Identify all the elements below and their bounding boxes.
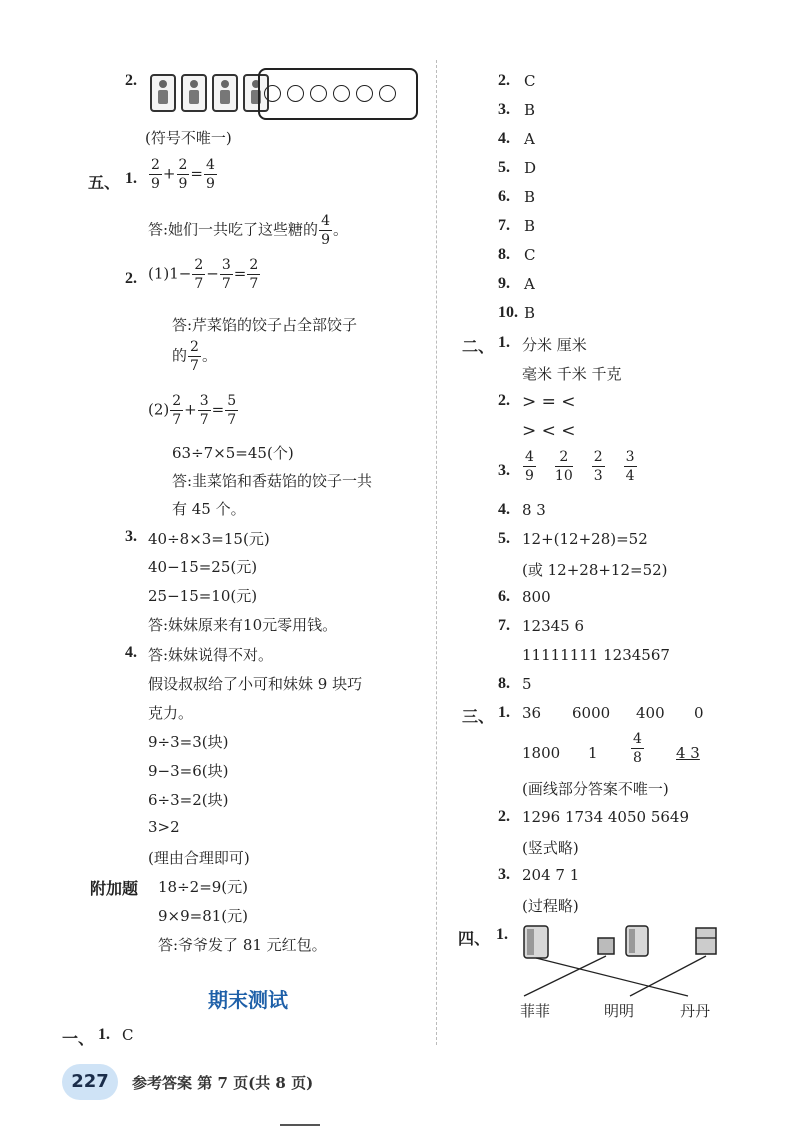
- s2q2-label: 2.: [498, 392, 510, 409]
- s2q4-answer: 8 3: [522, 501, 546, 519]
- section-2-label: 二、: [462, 337, 495, 356]
- s5q3-answer: 答:妹妹原来有10元零用钱。: [148, 616, 338, 634]
- name-2: 明明: [604, 1002, 635, 1020]
- choice-answer: C: [524, 72, 536, 90]
- s5q1-label: 1.: [125, 170, 137, 187]
- circle-icon: [264, 85, 281, 102]
- circle-icon: [310, 85, 327, 102]
- s5q3-line3: 25−15=10(元): [148, 587, 258, 605]
- final-test-title: 期末测试: [208, 988, 288, 1012]
- s2q4-label: 4.: [498, 501, 510, 518]
- s3q1-label: 1.: [498, 704, 510, 721]
- s5q4-line2: 克力。: [148, 704, 194, 722]
- s5q3-label: 3.: [125, 528, 137, 545]
- s5q3-line2: 40−15=25(元): [148, 558, 258, 576]
- s5q4-line4: 9−3=6(块): [148, 762, 229, 780]
- tall-cylinder-icon: [524, 926, 548, 958]
- s2q6-answer: 800: [522, 588, 551, 606]
- choice-number: 9.: [498, 275, 510, 292]
- choice-answer: B: [524, 101, 536, 119]
- section-3-label: 三、: [462, 707, 495, 726]
- circle-icon: [287, 85, 304, 102]
- s3q2-note: (竖式略): [522, 839, 579, 857]
- choice-answer: B: [524, 217, 536, 235]
- people-figures: [150, 74, 274, 116]
- bottom-rule: [280, 1124, 320, 1126]
- s3q3-label: 3.: [498, 866, 510, 883]
- s2q7-line1: 12345 6: [522, 617, 585, 635]
- choice-number: 6.: [498, 188, 510, 205]
- choice-number: 8.: [498, 246, 510, 263]
- choice-answer: D: [524, 159, 537, 177]
- bonus-label: 附加题: [90, 879, 139, 898]
- box-icon: [696, 928, 716, 954]
- s2q5-line2: (或 12+28+12=52): [522, 561, 668, 579]
- s5q1-equation: $\frac{2}{9}$ + $\frac{2}{9}$ = $\frac{4}{9}$: [151, 157, 215, 192]
- s1q1-answer: C: [122, 1026, 134, 1044]
- s2q1-line1: 分米 厘米: [522, 336, 587, 354]
- choice-answer: B: [524, 188, 536, 206]
- s4q1-label: 1.: [496, 926, 508, 943]
- name-3: 丹丹: [680, 1002, 711, 1020]
- footer-text: 参考答案 第 7 页(共 8 页): [132, 1074, 314, 1092]
- s3q3-note: (过程略): [522, 897, 579, 915]
- s3q1-v5: 1800: [522, 744, 561, 762]
- person-icon: [212, 74, 238, 112]
- s3q2-label: 2.: [498, 808, 510, 825]
- bonus-line2: 9×9=81(元): [158, 907, 249, 925]
- choice-answer: B: [524, 304, 536, 322]
- s2q2-line2: > < <: [522, 421, 576, 441]
- s5q4-line3: 9÷3=3(块): [148, 733, 229, 751]
- s2q5-line1: 12+(12+28)=52: [522, 530, 648, 548]
- s3q1-v6: 1: [588, 744, 598, 762]
- column-divider: [436, 60, 437, 1045]
- match-line: [630, 956, 706, 996]
- s2q1-label: 1.: [498, 334, 510, 351]
- choice-number: 2.: [498, 72, 510, 89]
- section-1-label: 一、: [62, 1029, 95, 1048]
- s2q3-label: 3.: [498, 462, 510, 479]
- s2q8-answer: 5: [522, 675, 532, 693]
- s5q2-answer2-cont: 有 45 个。: [172, 500, 246, 518]
- circle-icon: [333, 85, 350, 102]
- s3q1-note: (画线部分答案不唯一): [522, 780, 669, 798]
- s3q1-v3: 400: [636, 704, 665, 722]
- s3q3-line1: 204 7 1: [522, 866, 580, 884]
- s2q5-label: 5.: [498, 530, 510, 547]
- s2q7-line2: 11111111 1234567: [522, 646, 670, 664]
- person-icon: [181, 74, 207, 112]
- choice-number: 5.: [498, 159, 510, 176]
- s5q2-answer2: 答:韭菜馅和香菇馅的饺子一共: [172, 472, 373, 490]
- circle-icon: [379, 85, 396, 102]
- s2q6-label: 6.: [498, 588, 510, 605]
- name-1: 菲菲: [520, 1002, 551, 1020]
- bonus-line1: 18÷2=9(元): [158, 878, 249, 896]
- s5q2-calc: 63÷7×5=45(个): [172, 444, 294, 462]
- s3q2-line1: 1296 1734 4050 5649: [522, 808, 689, 826]
- s5q4-note: (理由合理即可): [148, 849, 250, 867]
- choice-answer: A: [524, 275, 535, 293]
- s5q3-line1: 40÷8×3=15(元): [148, 530, 270, 548]
- circle-box: [258, 68, 418, 120]
- s3q1-v4: 0: [694, 704, 704, 722]
- s5q4-line6: 3>2: [148, 818, 180, 836]
- small-cube-icon: [598, 938, 614, 954]
- s5q2-part2: (2) $\frac{2}{7}$ + $\frac{3}{7}$ = $\frac{5}{7}$: [148, 393, 237, 428]
- s2q3-fractions: $\frac{4}{9}$ $\frac{2}{10}$ $\frac{2}{3}$ $\frac{3}{4}$: [525, 449, 635, 484]
- s2q8-label: 8.: [498, 675, 510, 692]
- s3q1-v1: 36: [522, 704, 542, 722]
- s3q1-v2: 6000: [572, 704, 611, 722]
- cylinder-icon: [626, 926, 648, 956]
- s5q1-answer: 答:她们一共吃了这些糖的 $\frac{4}{9}$ 。: [148, 213, 348, 248]
- s5q4-line5: 6÷3=2(块): [148, 791, 229, 809]
- s5q2-label: 2.: [125, 270, 137, 287]
- person-icon: [150, 74, 176, 112]
- page-number: 227: [62, 1064, 118, 1100]
- s5q2-part1: (1)1− $\frac{2}{7}$ − $\frac{3}{7}$ = $\frac{2}{7}$: [148, 257, 259, 292]
- bonus-line3: 答:爷爷发了 81 元红包。: [158, 936, 327, 954]
- choice-number: 4.: [498, 130, 510, 147]
- match-line: [524, 956, 606, 996]
- s5q2-answer1: 答:芹菜馅的饺子占全部饺子: [172, 316, 358, 334]
- s2q1-line2: 毫米 千米 千克: [522, 365, 622, 383]
- s1q1-label: 1.: [98, 1026, 110, 1043]
- circle-icon: [356, 85, 373, 102]
- s5q2-answer1-cont: 的 $\frac{2}{7}$ 。: [172, 339, 217, 374]
- s3q1-underlined: 4 3: [676, 744, 700, 762]
- s3q1-fraction: $\frac{4}{8}$: [633, 731, 642, 766]
- s2q2-line1: > = <: [522, 392, 576, 412]
- section-5-label: 五、: [88, 173, 121, 192]
- choice-number: 10.: [498, 304, 518, 321]
- section-4-label: 四、: [458, 929, 491, 948]
- choice-number: 7.: [498, 217, 510, 234]
- s2q7-label: 7.: [498, 617, 510, 634]
- s5q4-line1: 假设叔叔给了小可和妹妹 9 块巧: [148, 675, 363, 693]
- choice-answer: C: [524, 246, 536, 264]
- q2-label: 2.: [125, 72, 137, 89]
- matching-diagram: [510, 920, 730, 1000]
- q2-note: (符号不唯一): [145, 129, 232, 147]
- s5q4-answer: 答:妹妹说得不对。: [148, 646, 274, 664]
- s5q4-label: 4.: [125, 644, 137, 661]
- choice-answer: A: [524, 130, 535, 148]
- choice-number: 3.: [498, 101, 510, 118]
